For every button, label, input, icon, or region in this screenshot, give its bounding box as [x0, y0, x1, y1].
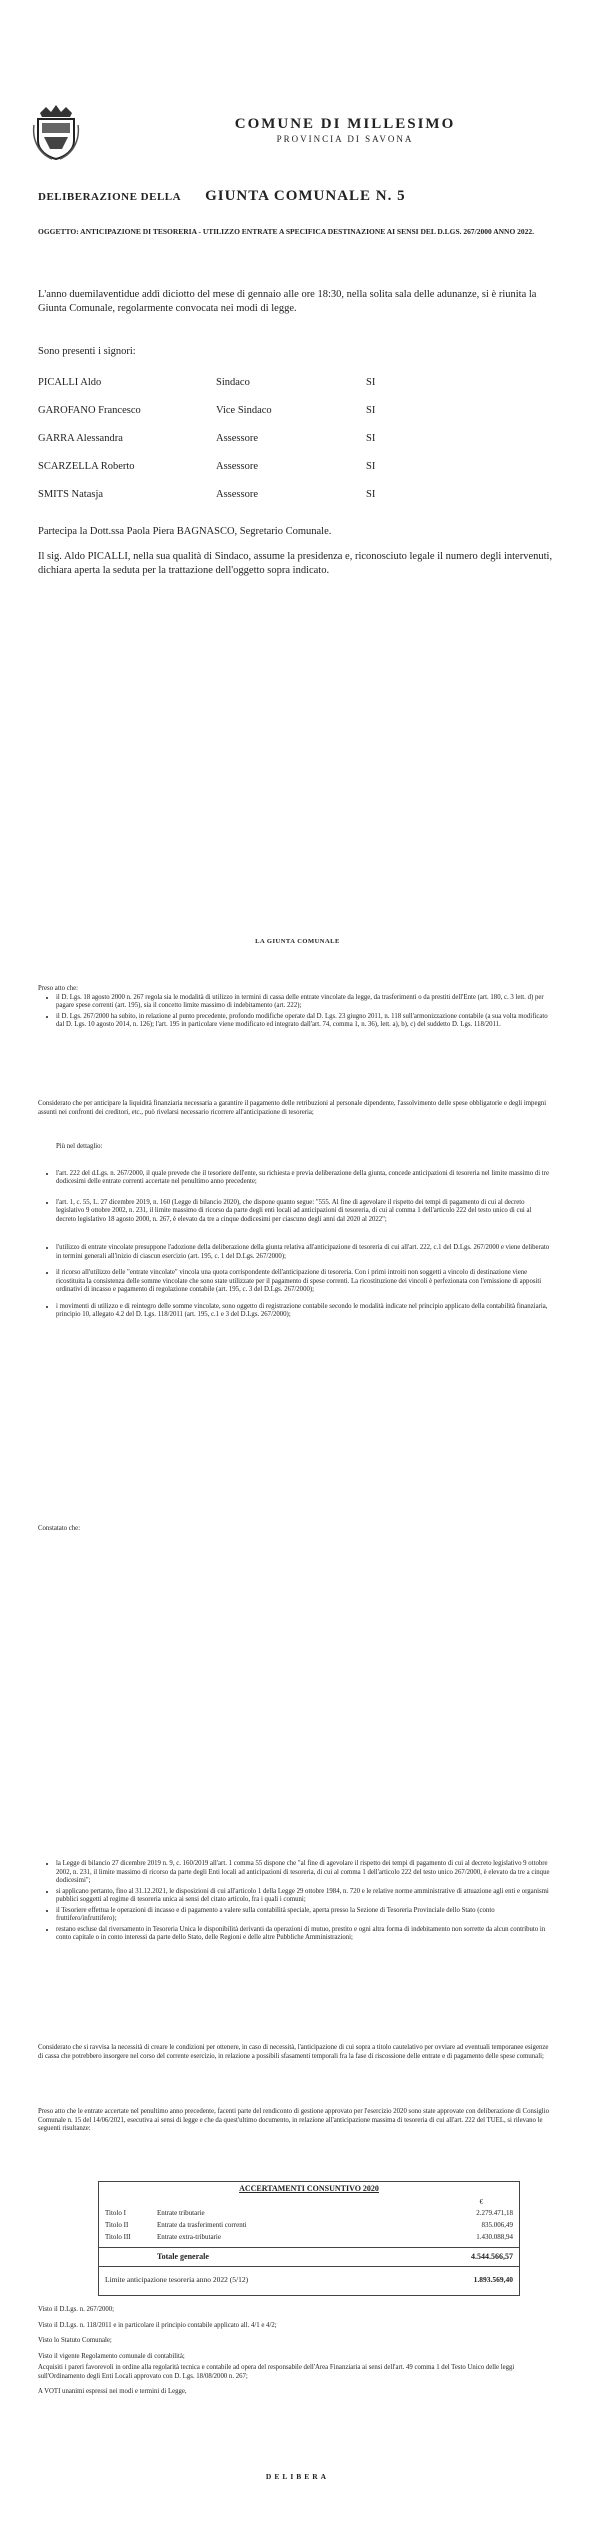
reference-line: Visto il vigente Regolamento comunale di contabilità;: [38, 2352, 185, 2360]
member-row: [38, 489, 378, 505]
references-section: [38, 2306, 553, 2397]
premises-label: Preso atto che:: [38, 985, 79, 992]
member-name: PICALLI Aldo: [38, 377, 102, 388]
deliberation-label: DELIBERAZIONE DELLA: [38, 191, 182, 203]
subject-line: OGGETTO: ANTICIPAZIONE DI TESORERIA - UTILIZZO ENTRATE A SPECIFICA DESTINAZIONE AI SENSI DEL D.LGS. 267/2000 ANNO 2022.: [38, 227, 535, 236]
member-present: SI: [366, 489, 376, 500]
list-item: • i movimenti di utilizzo e di reintegro delle somme vincolate, sono oggetto di registrazione contabile secondo le modalità indicate nel principio applicato della contabilità finanziaria, principio 10, allegato 4.2 del D. Lgs. 118/2011 (art. 195, c.1 e 3 del D.Lgs. 267/2000);: [56, 1303, 553, 1320]
member-name: SMITS Natasja: [38, 489, 104, 500]
member-role: Assessore: [216, 461, 258, 472]
section-premises: [38, 985, 553, 1032]
total-value: 4.544.566,57: [471, 2252, 513, 2261]
list-item: • il D. Lgs. 18 agosto 2000 n. 267 regola sia le modalità di utilizzo in termini di cassa delle entrate vincolate da legge, da trasferimenti o da prestiti dell'Ente (art. 180, c. 3 lett. d) per pagare spese correnti (art. 195), sia il concetto limite massimo di indebitamento (art. 222);: [56, 994, 553, 1011]
member-role: Assessore: [216, 433, 258, 444]
table-row: [105, 2209, 513, 2219]
list-item: • si applicano pertanto, fino al 31.12.2021, le disposizioni di cui all'articolo 1 della Legge 29 ottobre 1984, n. 720 e le relative norme amministrative di attuazione agli enti e organismi pubblici soggetti al regime di tesoreria unica ai sensi del citato articolo, fra i quali i comuni;: [56, 1888, 553, 1905]
table-cell-value: 835.006,49: [481, 2221, 513, 2229]
list-item: • l'utilizzo di entrate vincolate presuppone l'adozione della deliberazione della giunta relativa all'anticipazione di tesoreria di cui all'art. 222, c.1 del D.Lgs. 267/2000 e viene deliberato in termini generali all'inizio di ciascun esercizio (art. 195, c. 1 del D.Lgs. 267/2000);: [56, 1244, 553, 1261]
member-role: Sindaco: [216, 377, 250, 388]
table-cell-value: 1.430.088,94: [476, 2233, 513, 2241]
detail-list: [38, 1170, 553, 1320]
table-cell-description: Entrate tributarie: [157, 2209, 205, 2217]
member-role: Vice Sindaco: [216, 405, 272, 416]
premises-list: [38, 994, 553, 1030]
secretary-line: Partecipa la Dott.ssa Paola Piera BAGNASCO, Segretario Comunale.: [38, 526, 332, 537]
member-name: GARRA Alessandra: [38, 433, 123, 444]
table-cell-value: 2.279.471,18: [476, 2209, 513, 2217]
reference-line: Visto il D.Lgs. n. 267/2000;: [38, 2306, 115, 2313]
presidency-paragraph: Il sig. Aldo PICALLI, nella sua qualità di Sindaco, assume la presidenza e, riconosciuto legale il numero degli intervenuti, dichiara aperta la seduta per la trattazione dell'oggetto sopra indicato.: [38, 551, 553, 576]
list-item: • il Tesoriere effettua le operazioni di incasso e di pagamento a valere sulla contabilità speciale, aperta presso la Sezione di Tesoreria Provinciale dello Stato (conto fruttifero/infruttifero);: [56, 1907, 553, 1924]
list-item: • il ricorso all'utilizzo delle "entrate vincolate" vincola una quota corrispondente dell'anticipazione di tesoreria. Con i primi introiti non soggetti a vincolo di destinazione viene ricostituita la consistenza delle somme vincolate che sono state utilizzate per il pagamento di spese correnti. La ricostituzione dei vincoli è perfezionata con l'emissione di appositi ordinativi di incasso e pagamento di regolazione contabile (art. 195, c. 3 del D.Lgs. 267/2000);: [56, 1269, 553, 1295]
coat-of-arms-icon: [32, 103, 80, 161]
considered-paragraph-2: Considerato che si ravvisa la necessità di creare le condizioni per ottenere, in caso di necessità, l'anticipazione di cui sopra a titolo cautelativo per ovviare ad eventuali temporanee esigenze di cassa che potrebbero insorgere nel corso del corrente esercizio, in relazione a possibili sfasamenti temporali fra la fase di riscossione delle entrate e di pagamento delle spese comunali;: [38, 2044, 549, 2060]
limit-value: 1.893.569,40: [473, 2275, 513, 2284]
table-row: [105, 2233, 513, 2243]
intro-paragraph: L'anno duemilaventidue addì diciotto del mese di gennaio alle ore 18:30, nella solita sala delle adunanze, si è riunita la Giunta Comunale, regolarmente convocata nei modi di legge.: [38, 289, 537, 314]
list-item: • restano escluse dal riversamento in Tesoreria Unica le disponibilità derivanti da operazioni di mutuo, prestito e ogni altra forma di indebitamento non sorrette da alcun contributo in conto capitale o in conto interessi da parte dello Stato, delle Regioni e delle altre Pubbliche Amministrazioni;: [56, 1926, 553, 1943]
table-cell-description: Entrate extra-tributarie: [157, 2233, 221, 2241]
member-row: [38, 405, 378, 421]
noted-list: [38, 1860, 553, 1943]
member-name: GAROFANO Francesco: [38, 405, 141, 416]
taken-note-paragraph: Preso atto che le entrate accertate nel penultimo anno precedente, facenti parte del rendiconto di gestione approvato per l'esercizio 2020 sono state approvate con deliberazione di Consiglio Comunale n. 15 del 14/06/2021, esecutiva ai sensi di legge e che da quest'ultimo documento, in relazione all'anticipazione massima di tesoreria di cui all'art. 222 del TUEL, si rilevano le seguenti risultanze:: [38, 2108, 549, 2132]
limit-row: [105, 2275, 513, 2285]
table-cell-description: Entrate da trasferimenti correnti: [157, 2221, 247, 2229]
noted-section: [38, 1860, 553, 1945]
limit-label: Limite anticipazione tesoreria anno 2022 (5/12): [105, 2275, 249, 2284]
reference-line: Visto lo Statuto Comunale;: [38, 2337, 112, 2344]
list-item: • la Legge di bilancio 27 dicembre 2019 n. 9, c. 160/2019 all'art. 1 comma 55 dispone che "al fine di agevolare il rispetto dei tempi di pagamento di cui al decreto legislativo 9 ottobre 2002, n. 231, il limite massimo di ricorso da parte degli Enti locali ad anticipazioni di tesoreria, di cui al comma 1 dell'articolo 222 del testo unico 267/2000, è elevato da tre a cinque dodicesimi";: [56, 1860, 553, 1886]
total-label: Totale generale: [157, 2252, 209, 2261]
detail-section: [38, 1143, 553, 1322]
member-row: [38, 377, 378, 393]
member-present: SI: [366, 405, 376, 416]
reference-line: A VOTI unanimi espressi nei modi e termini di Legge,: [38, 2388, 187, 2395]
considered-paragraph: Considerato che per anticipare la liquidità finanziaria necessaria a garantire il pagamento delle retribuzioni al personale dipendente, l'assolvimento delle spese obbligatorie e degli impegni assunti nei confronti dei creditori, etc., può rivelarsi necessario ricorrere all'anticipazione di tesoreria;: [38, 1100, 547, 1116]
municipality-title: COMUNE DI MILLESIMO: [234, 116, 456, 132]
list-item: • l'art. 1, c. 55, L. 27 dicembre 2019, n. 160 (Legge di bilancio 2020), che dispone quanto segue: "555. Al fine di agevolare il rispetto dei tempi di pagamento di cui al decreto legislativo 9 ottobre 2002, n. 231, il limite massimo di ricorso da parte degli enti locali ad anticipazioni di tesoreria, di cui al comma 1 dell'articolo 222 del testo unico di cui al decreto legislativo 18 agosto 2000, n. 267, è elevato da tre a cinque dodicesimi per ciascuno degli anni dal 2020 al 2022";: [56, 1199, 553, 1225]
currency-symbol: €: [479, 2198, 483, 2206]
accounts-table: [98, 2181, 520, 2296]
total-row: [105, 2252, 513, 2262]
member-row: [38, 433, 378, 449]
detail-label: Più nel dettaglio:: [56, 1143, 103, 1150]
member-role: Assessore: [216, 489, 258, 500]
table-cell-title: Titolo II: [105, 2221, 129, 2229]
reference-line: Acquisiti i pareri favorevoli in ordine alla regolarità tecnica e contabile ad opera del responsabile dell'Area Finanziaria ai sensi dell'art. 49 comma 1 del Testo Unico delle leggi sull'Ordinamento degli Enti Locali approvato con D. Lgs. 18/08/2000 n. 267;: [38, 2364, 515, 2380]
member-row: [38, 461, 378, 477]
list-item: • l'art. 222 del d.Lgs. n. 267/2000, il quale prevede che il tesoriere dell'ente, su richiesta e previa deliberazione della giunta, concede anticipazioni di tesoreria nel limite massimo di tre dodicesimi delle entrate correnti accertate nel penultimo anno precedente;: [56, 1170, 553, 1187]
deliberates-heading: DELIBERA: [265, 2472, 330, 2481]
member-name: SCARZELLA Roberto: [38, 461, 135, 472]
deliberation-body: GIUNTA COMUNALE N. 5: [205, 188, 406, 204]
member-present: SI: [366, 377, 376, 388]
table-cell-title: Titolo I: [105, 2209, 126, 2217]
table-title: ACCERTAMENTI CONSUNTIVO 2020: [239, 2184, 379, 2193]
deliberation-heading: [38, 188, 406, 205]
table-cell-title: Titolo III: [105, 2233, 131, 2241]
divider: [99, 2266, 519, 2267]
table-row: [105, 2221, 513, 2231]
member-present: SI: [366, 433, 376, 444]
member-present: SI: [366, 461, 376, 472]
council-heading: LA GIUNTA COMUNALE: [255, 938, 340, 945]
list-item: • il D. Lgs. 267/2000 ha subito, in relazione al punto precedente, profondo modifiche operate dal D. Lgs. 23 giugno 2011, n. 118 sull'armonizzazione contabile (a sua volta modificato dal D. Lgs. 10 agosto 2014, n. 126); l'art. 195 in particolare viene modificato ed integrato dall'art. 74, comma 1, n. 36), lett. a), b), c) del suddetto D. Lgs. 118/2011.: [56, 1013, 553, 1030]
noted-label: Constatato che:: [38, 1525, 81, 1532]
divider: [99, 2247, 519, 2248]
present-label: Sono presenti i signori:: [38, 346, 136, 357]
reference-line: Visto il D.Lgs. n. 118/2011 e in particolare il principio contabile applicato all. 4/1 e 4/2;: [38, 2321, 277, 2329]
province-subtitle: PROVINCIA DI SAVONA: [276, 134, 414, 144]
